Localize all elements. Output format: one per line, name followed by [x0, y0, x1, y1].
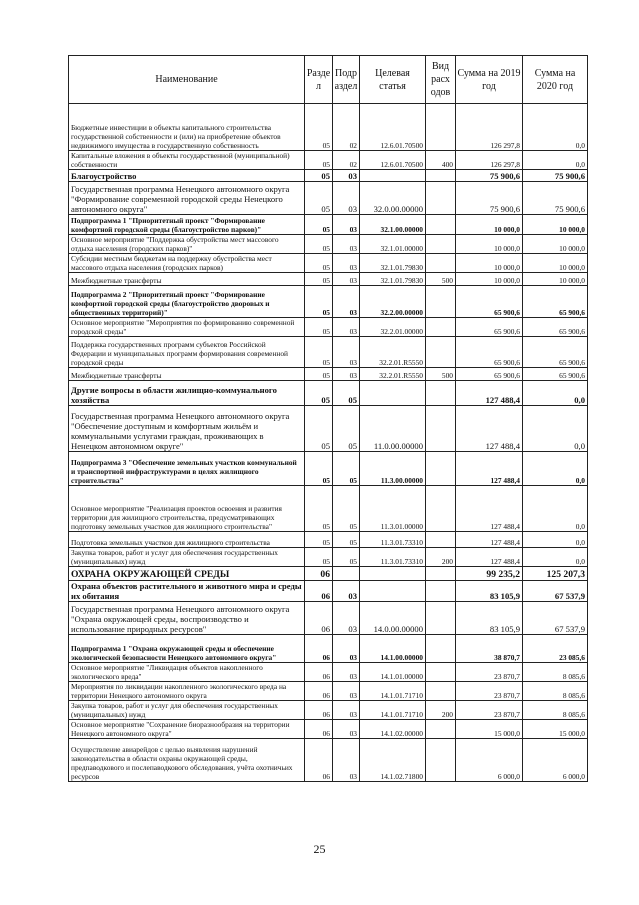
row-subsection: 03 [333, 254, 360, 273]
row-target-article: 12.6.01.70500 [360, 104, 426, 151]
row-sum-2020: 65 900,6 [523, 337, 588, 368]
row-expense-kind [426, 381, 456, 406]
page-number: 25 [313, 842, 326, 856]
row-target-article: 32.0.00.00000 [360, 182, 426, 215]
row-sum-2020: 8 085,6 [523, 701, 588, 720]
row-section: 06 [305, 635, 333, 663]
row-section: 06 [305, 602, 333, 635]
row-name: Основное мероприятие "Реализация проектов освоения и развития территории для жилищного строительства, предусматривающих подготовку земельных участков для жилищного строительства" [69, 486, 305, 532]
budget-table [68, 55, 588, 782]
row-section: 06 [305, 701, 333, 720]
row-name: Основное мероприятие "Мероприятия по формированию современной городской среды" [69, 318, 305, 337]
row-sum-2019: 75 900,6 [456, 182, 523, 215]
row-expense-kind: 200 [426, 548, 456, 567]
header-sum-2020: Сумма на 2020 год [523, 56, 588, 104]
row-sum-2019: 23 870,7 [456, 701, 523, 720]
row-expense-kind [426, 581, 456, 602]
table-row [69, 635, 588, 663]
row-name: Закупка товаров, работ и услуг для обеспечения государственных (муниципальных) нужд [69, 701, 305, 720]
row-sum-2019: 99 235,2 [456, 567, 523, 581]
row-sum-2019: 83 105,9 [456, 581, 523, 602]
row-section: 06 [305, 739, 333, 782]
row-sum-2020: 0,0 [523, 452, 588, 486]
table-row [69, 739, 588, 782]
row-section: 06 [305, 682, 333, 701]
row-expense-kind [426, 720, 456, 739]
row-name: Капитальные вложения в объекты государственной (муниципальной) собственности [69, 151, 305, 170]
table-row [69, 170, 588, 182]
row-name: Подготовка земельных участков для жилищного строительства [69, 532, 305, 548]
row-target-article: 12.6.01.70500 [360, 151, 426, 170]
row-target-article: 32.1.01.79830 [360, 273, 426, 286]
row-target-article: 32.1.00.00000 [360, 215, 426, 235]
row-target-article: 11.3.01.73310 [360, 532, 426, 548]
row-expense-kind [426, 602, 456, 635]
table-row [69, 602, 588, 635]
row-section: 05 [305, 286, 333, 318]
row-sum-2020: 0,0 [523, 548, 588, 567]
row-target-article [360, 567, 426, 581]
table-row [69, 406, 588, 452]
row-sum-2020: 65 900,6 [523, 368, 588, 381]
row-sum-2019: 127 488,4 [456, 486, 523, 532]
table-row [69, 286, 588, 318]
table-row [69, 368, 588, 381]
row-sum-2020: 67 537,9 [523, 581, 588, 602]
table-row [69, 254, 588, 273]
row-subsection: 05 [333, 532, 360, 548]
row-target-article [360, 581, 426, 602]
row-section: 06 [305, 581, 333, 602]
row-target-article: 11.3.00.00000 [360, 452, 426, 486]
row-section: 05 [305, 452, 333, 486]
row-sum-2019: 75 900,6 [456, 170, 523, 182]
row-subsection: 05 [333, 452, 360, 486]
row-name: Межбюджетные трансферты [69, 273, 305, 286]
row-target-article: 32.2.00.00000 [360, 286, 426, 318]
row-sum-2019: 23 870,7 [456, 663, 523, 682]
row-expense-kind [426, 635, 456, 663]
row-target-article: 11.3.01.73310 [360, 548, 426, 567]
row-sum-2020: 8 085,6 [523, 682, 588, 701]
row-sum-2020: 8 085,6 [523, 663, 588, 682]
row-name: Основное мероприятие "Сохранение биоразнообразия на территории Ненецкого автономного округа" [69, 720, 305, 739]
row-section: 05 [305, 532, 333, 548]
row-sum-2019: 127 488,4 [456, 381, 523, 406]
row-sum-2019: 6 000,0 [456, 739, 523, 782]
row-target-article: 14.1.02.00000 [360, 720, 426, 739]
row-section: 05 [305, 170, 333, 182]
row-sum-2020: 0,0 [523, 104, 588, 151]
row-sum-2020: 0,0 [523, 532, 588, 548]
row-sum-2019: 10 000,0 [456, 235, 523, 254]
row-target-article: 32.2.01.R5550 [360, 337, 426, 368]
row-target-article: 11.0.00.00000 [360, 406, 426, 452]
row-expense-kind: 500 [426, 368, 456, 381]
row-sum-2019: 83 105,9 [456, 602, 523, 635]
row-subsection: 03 [333, 182, 360, 215]
row-sum-2020: 0,0 [523, 381, 588, 406]
row-sum-2019: 10 000,0 [456, 273, 523, 286]
row-sum-2020: 67 537,9 [523, 602, 588, 635]
row-expense-kind [426, 532, 456, 548]
row-name: Другие вопросы в области жилищно-коммунального хозяйства [69, 381, 305, 406]
row-section: 05 [305, 273, 333, 286]
row-name: Государственная программа Ненецкого автономного округа "Охрана окружающей среды, воспроизводство и использование природных ресурсов" [69, 602, 305, 635]
row-section: 05 [305, 368, 333, 381]
row-name: Подпрограмма 2 "Приоритетный проект "Формирование комфортной городской среды (благоустройство дворовых и общественных территорий)" [69, 286, 305, 318]
table-row [69, 663, 588, 682]
table-header-row [69, 56, 588, 104]
row-subsection: 02 [333, 104, 360, 151]
row-name: Мероприятия по ликвидации накопленного экологического вреда на территории Ненецкого автономного округа [69, 682, 305, 701]
header-name: Наименование [69, 56, 305, 104]
row-subsection: 03 [333, 682, 360, 701]
row-expense-kind: 200 [426, 701, 456, 720]
table-row [69, 215, 588, 235]
table-row [69, 151, 588, 170]
row-name: Государственная программа Ненецкого автономного округа "Формирование современной городской среды Ненецкого автономного округа" [69, 182, 305, 215]
header-target: Целевая статья [360, 56, 426, 104]
row-sum-2019: 65 900,6 [456, 368, 523, 381]
row-expense-kind [426, 215, 456, 235]
table-row [69, 235, 588, 254]
row-expense-kind [426, 452, 456, 486]
row-target-article: 32.1.01.00000 [360, 235, 426, 254]
row-sum-2019: 23 870,7 [456, 682, 523, 701]
row-sum-2019: 38 870,7 [456, 635, 523, 663]
row-target-article [360, 170, 426, 182]
table-row [69, 452, 588, 486]
header-sum-2019: Сумма на 2019 год [456, 56, 523, 104]
budget-sheet [68, 55, 587, 782]
row-subsection: 03 [333, 739, 360, 782]
row-name: Благоустройство [69, 170, 305, 182]
row-target-article: 14.0.00.00000 [360, 602, 426, 635]
row-name: Бюджетные инвестиции в объекты капитального строительства государственной собственности и (или) на приобретение объектов недвижимого имущества в государственную собственность [69, 104, 305, 151]
row-name: Основное мероприятие "Ликвидация объектов накопленного экологического вреда" [69, 663, 305, 682]
row-target-article: 32.2.01.00000 [360, 318, 426, 337]
row-sum-2020: 10 000,0 [523, 254, 588, 273]
row-expense-kind [426, 337, 456, 368]
table-body [69, 104, 588, 782]
row-expense-kind [426, 182, 456, 215]
row-target-article: 14.1.00.00000 [360, 635, 426, 663]
row-target-article: 14.1.01.71710 [360, 701, 426, 720]
row-subsection: 03 [333, 635, 360, 663]
row-sum-2020: 10 000,0 [523, 235, 588, 254]
row-sum-2020: 0,0 [523, 486, 588, 532]
row-subsection: 02 [333, 151, 360, 170]
row-section: 05 [305, 215, 333, 235]
row-sum-2019: 127 488,4 [456, 532, 523, 548]
row-sum-2020: 0,0 [523, 151, 588, 170]
row-subsection: 03 [333, 318, 360, 337]
row-subsection: 05 [333, 406, 360, 452]
row-subsection: 03 [333, 720, 360, 739]
row-sum-2020: 0,0 [523, 406, 588, 452]
row-subsection: 03 [333, 170, 360, 182]
row-subsection: 03 [333, 602, 360, 635]
row-section: 06 [305, 567, 333, 581]
row-name: Основное мероприятие "Поддержка обустройства мест массового отдыха населения (городских парков)" [69, 235, 305, 254]
row-sum-2020: 65 900,6 [523, 318, 588, 337]
row-sum-2020: 10 000,0 [523, 215, 588, 235]
header-section: Разде л [305, 56, 333, 104]
row-section: 05 [305, 548, 333, 567]
row-section: 05 [305, 151, 333, 170]
row-name: Государственная программа Ненецкого автономного округа "Обеспечение доступным и комфортным жильём и коммунальными услугами граждан, проживающих в Ненецком автономном округе" [69, 406, 305, 452]
row-expense-kind: 400 [426, 151, 456, 170]
row-sum-2020: 23 085,6 [523, 635, 588, 663]
row-expense-kind [426, 663, 456, 682]
row-subsection: 05 [333, 548, 360, 567]
row-section: 06 [305, 663, 333, 682]
row-expense-kind [426, 486, 456, 532]
row-name: Осуществление авиарейдов с целью выявления нарушений законодательства в области охраны окружающей среды, предпаводкового и послепаводкового обследования, учёта охотничьих ресурсов [69, 739, 305, 782]
row-sum-2019: 126 297,8 [456, 151, 523, 170]
row-name: Подпрограмма 3 "Обеспечение земельных участков коммунальной и транспортной инфраструктурами в целях жилищного строительства" [69, 452, 305, 486]
row-expense-kind [426, 682, 456, 701]
row-sum-2020: 6 000,0 [523, 739, 588, 782]
row-name: Закупка товаров, работ и услуг для обеспечения государственных (муниципальных) нужд [69, 548, 305, 567]
header-subsection: Подр аздел [333, 56, 360, 104]
row-subsection: 05 [333, 381, 360, 406]
row-name: Подпрограмма 1 "Охрана окружающей среды и обеспечение экологической безопасности Ненецкого автономного округа" [69, 635, 305, 663]
row-target-article: 11.3.01.00000 [360, 486, 426, 532]
row-sum-2019: 127 488,4 [456, 452, 523, 486]
row-target-article: 14.1.01.71710 [360, 682, 426, 701]
row-name: Поддержка государственных программ субъектов Российской Федерации и муниципальных программ формирования современной городской среды [69, 337, 305, 368]
row-expense-kind [426, 739, 456, 782]
header-kind: Вид расх одов [426, 56, 456, 104]
row-subsection: 03 [333, 235, 360, 254]
row-expense-kind [426, 286, 456, 318]
row-section: 05 [305, 235, 333, 254]
row-sum-2020: 125 207,3 [523, 567, 588, 581]
table-row [69, 567, 588, 581]
row-subsection: 03 [333, 337, 360, 368]
row-subsection: 03 [333, 286, 360, 318]
row-name: Подпрограмма 1 "Приоритетный проект "Формирование комфортной городской среды (благоустройство парков)" [69, 215, 305, 235]
row-sum-2019: 127 488,4 [456, 548, 523, 567]
row-sum-2020: 75 900,6 [523, 182, 588, 215]
row-sum-2019: 65 900,6 [456, 318, 523, 337]
row-subsection [333, 567, 360, 581]
row-sum-2019: 65 900,6 [456, 286, 523, 318]
row-sum-2019: 65 900,6 [456, 337, 523, 368]
row-section: 05 [305, 318, 333, 337]
table-row [69, 548, 588, 567]
row-section: 05 [305, 337, 333, 368]
row-expense-kind [426, 406, 456, 452]
row-subsection: 03 [333, 663, 360, 682]
row-sum-2020: 10 000,0 [523, 273, 588, 286]
row-target-article [360, 381, 426, 406]
row-target-article: 32.1.01.79830 [360, 254, 426, 273]
row-subsection: 05 [333, 486, 360, 532]
row-sum-2019: 127 488,4 [456, 406, 523, 452]
row-subsection: 03 [333, 368, 360, 381]
table-row [69, 182, 588, 215]
row-subsection: 03 [333, 273, 360, 286]
table-row [69, 682, 588, 701]
table-row [69, 532, 588, 548]
table-row [69, 701, 588, 720]
row-section: 05 [305, 182, 333, 215]
row-expense-kind [426, 170, 456, 182]
row-expense-kind [426, 254, 456, 273]
table-row [69, 381, 588, 406]
row-sum-2019: 15 000,0 [456, 720, 523, 739]
row-target-article: 32.2.01.R5550 [360, 368, 426, 381]
row-name: ОХРАНА ОКРУЖАЮЩЕЙ СРЕДЫ [69, 567, 305, 581]
row-name: Охрана объектов растительного и животного мира и среды их обитания [69, 581, 305, 602]
row-name: Субсидии местным бюджетам на поддержку обустройства мест массового отдыха населения (городских парков) [69, 254, 305, 273]
row-subsection: 03 [333, 581, 360, 602]
table-row [69, 337, 588, 368]
row-section: 05 [305, 254, 333, 273]
row-section: 05 [305, 104, 333, 151]
table-row [69, 318, 588, 337]
row-sum-2020: 75 900,6 [523, 170, 588, 182]
row-target-article: 14.1.01.00000 [360, 663, 426, 682]
row-sum-2019: 10 000,0 [456, 215, 523, 235]
row-section: 05 [305, 381, 333, 406]
table-row [69, 486, 588, 532]
row-expense-kind: 500 [426, 273, 456, 286]
table-row [69, 104, 588, 151]
row-section: 06 [305, 720, 333, 739]
row-expense-kind [426, 235, 456, 254]
row-sum-2020: 65 900,6 [523, 286, 588, 318]
row-section: 05 [305, 486, 333, 532]
row-subsection: 03 [333, 215, 360, 235]
table-row [69, 273, 588, 286]
row-expense-kind [426, 567, 456, 581]
row-sum-2020: 15 000,0 [523, 720, 588, 739]
row-sum-2019: 126 297,8 [456, 104, 523, 151]
row-name: Межбюджетные трансферты [69, 368, 305, 381]
row-target-article: 14.1.02.71800 [360, 739, 426, 782]
row-sum-2019: 10 000,0 [456, 254, 523, 273]
table-row [69, 581, 588, 602]
row-expense-kind [426, 104, 456, 151]
table-row [69, 720, 588, 739]
row-expense-kind [426, 318, 456, 337]
row-section: 05 [305, 406, 333, 452]
row-subsection: 03 [333, 701, 360, 720]
